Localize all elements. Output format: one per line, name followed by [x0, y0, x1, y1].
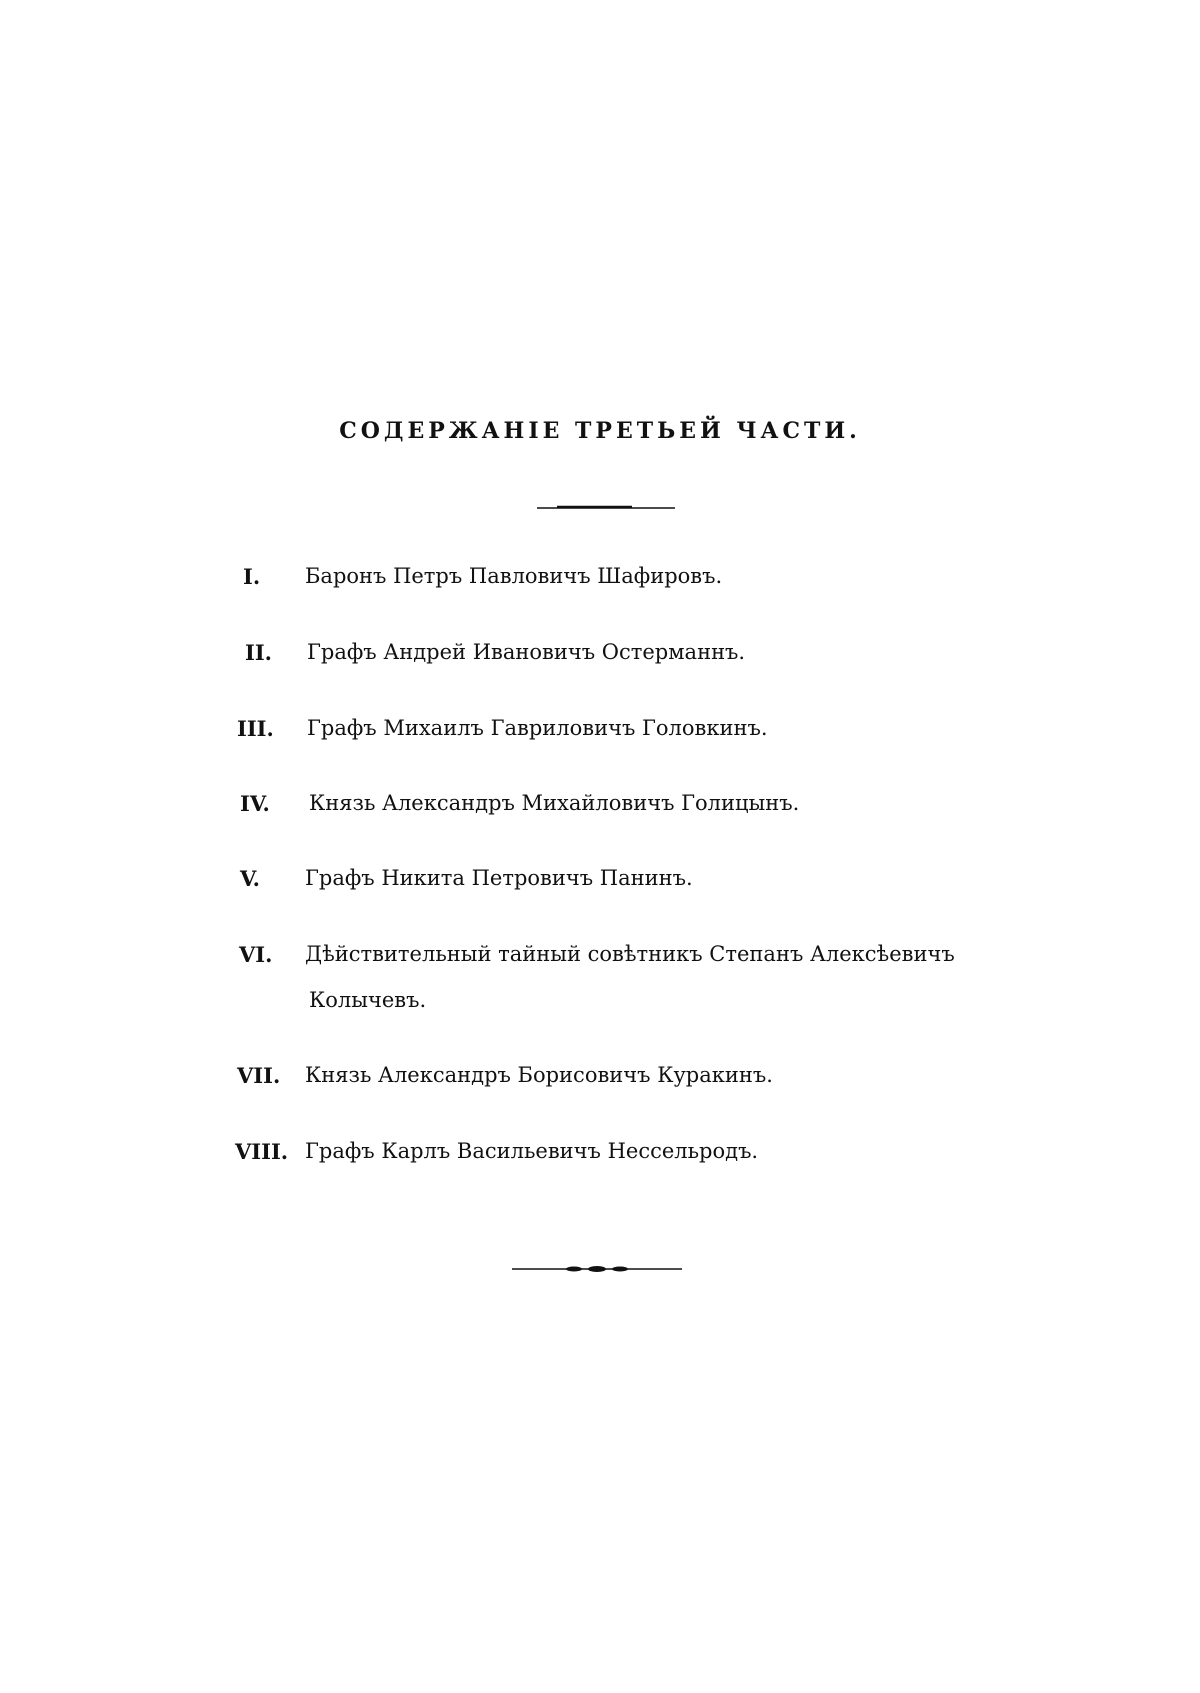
entry-6-continuation: Колычевъ. — [309, 988, 427, 1012]
entry-3-numeral: III. — [237, 716, 274, 741]
entry-8-text: Графъ Карлъ Васильевичъ Нессельродъ. — [305, 1139, 759, 1163]
title-rule — [537, 503, 675, 513]
entry-5-numeral: V. — [240, 866, 260, 891]
entry-2-text: Графъ Андрей Ивановичъ Остерманнъ. — [307, 640, 746, 664]
entry-1-text: Баронъ Петръ Павловичъ Шафировъ. — [305, 564, 723, 588]
entry-7-numeral: VII. — [237, 1063, 281, 1088]
entry-5-text: Графъ Никита Петровичъ Панинъ. — [305, 866, 693, 890]
page-title: СОДЕРЖАНІЕ ТРЕТЬЕЙ ЧАСТИ. — [339, 418, 861, 444]
entry-7-text: Князь Александръ Борисовичъ Куракинъ. — [305, 1063, 773, 1087]
entry-2-numeral: II. — [245, 640, 272, 665]
end-ornament — [512, 1262, 682, 1276]
entry-6-text: Дѣйствительный тайный совѣтникъ Степанъ Алексѣевичъ — [305, 942, 955, 966]
entry-3-text: Графъ Михаилъ Гавриловичъ Головкинъ. — [307, 716, 768, 740]
entry-6-numeral: VI. — [239, 942, 273, 967]
entry-4-numeral: IV. — [240, 791, 270, 816]
entry-1-numeral: I. — [243, 564, 261, 589]
entry-4-text: Князь Александръ Михайловичъ Голицынъ. — [309, 791, 800, 815]
entry-8-numeral: VIII. — [235, 1139, 289, 1164]
